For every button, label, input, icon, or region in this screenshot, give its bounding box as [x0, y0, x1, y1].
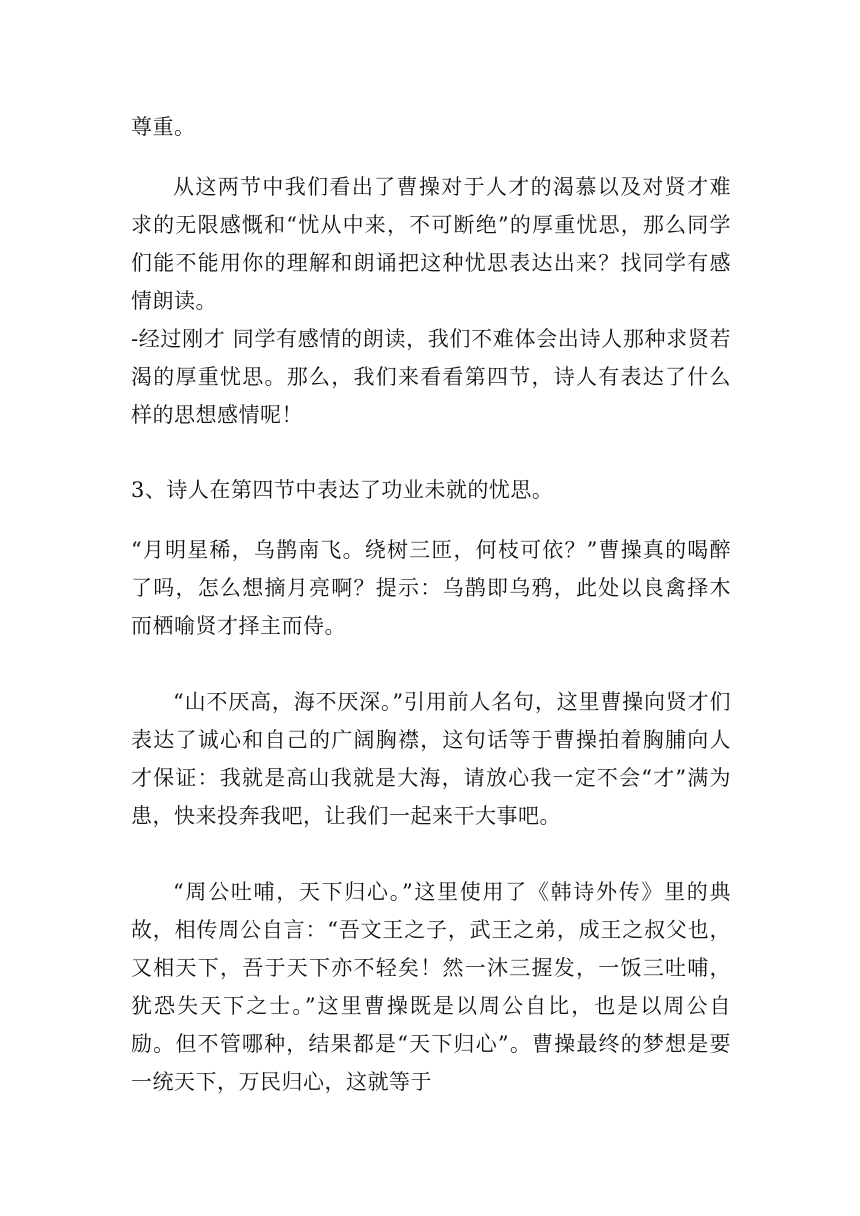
paragraph-duke-zhou: “周公吐哺，天下归心。”这里使用了《韩诗外传》里的典故，相传周公自言：“吾文王之子，武王之弟，成王之叔父也，又相天下，吾于天下亦不轻矣！然一沐三握发，一饭三吐哺，犹恐失天下之士。”这里曹操既是以周公自比，也是以周公自励。但不管哪种，结果都是“天下归心”。曹操最终的梦想是要一统天下，万民归心，这就等于 — [131, 880, 731, 1094]
paragraph-yearning-for-talent: 从这两节中我们看出了曹操对于人才的渴慕以及对贤才难求的无限感慨和“忧从中来，不可断绝”的厚重忧思，那么同学们能不能用你的理解和朗诵把这种忧思表达出来？找同学有感情朗读。 — [131, 175, 731, 313]
paragraph-mountain-sea: “山不厌高，海不厌深。”引用前人名句，这里曹操向贤才们表达了诚心和自己的广阔胸襟，这句话等于曹操拍着胸脯向人才保证：我就是高山我就是大海，请放心我一定不会“才”满为患，快来投奔我吧，让我们一起来干大事吧。 — [131, 690, 731, 828]
section-heading-3: 3、诗人在第四节中表达了功业未就的忧思。 — [131, 478, 554, 502]
paragraph-reading-transition: -经过刚才 同学有感情的朗读，我们不难体会出诗人那种求贤若渴的厚重忧思。那么，我们来看看第四节，诗人有表达了什么样的思想感情呢！ — [131, 327, 731, 427]
paragraph-moon-stars: “月明星稀，乌鹊南飞。绕树三匝，何枝可依？”曹操真的喝醉了吗，怎么想摘月亮啊？提示：乌鹊即乌鸦，此处以良禽择木而栖喻贤才择主而侍。 — [131, 538, 731, 638]
paragraph-continuation: 尊重。 — [131, 115, 196, 139]
